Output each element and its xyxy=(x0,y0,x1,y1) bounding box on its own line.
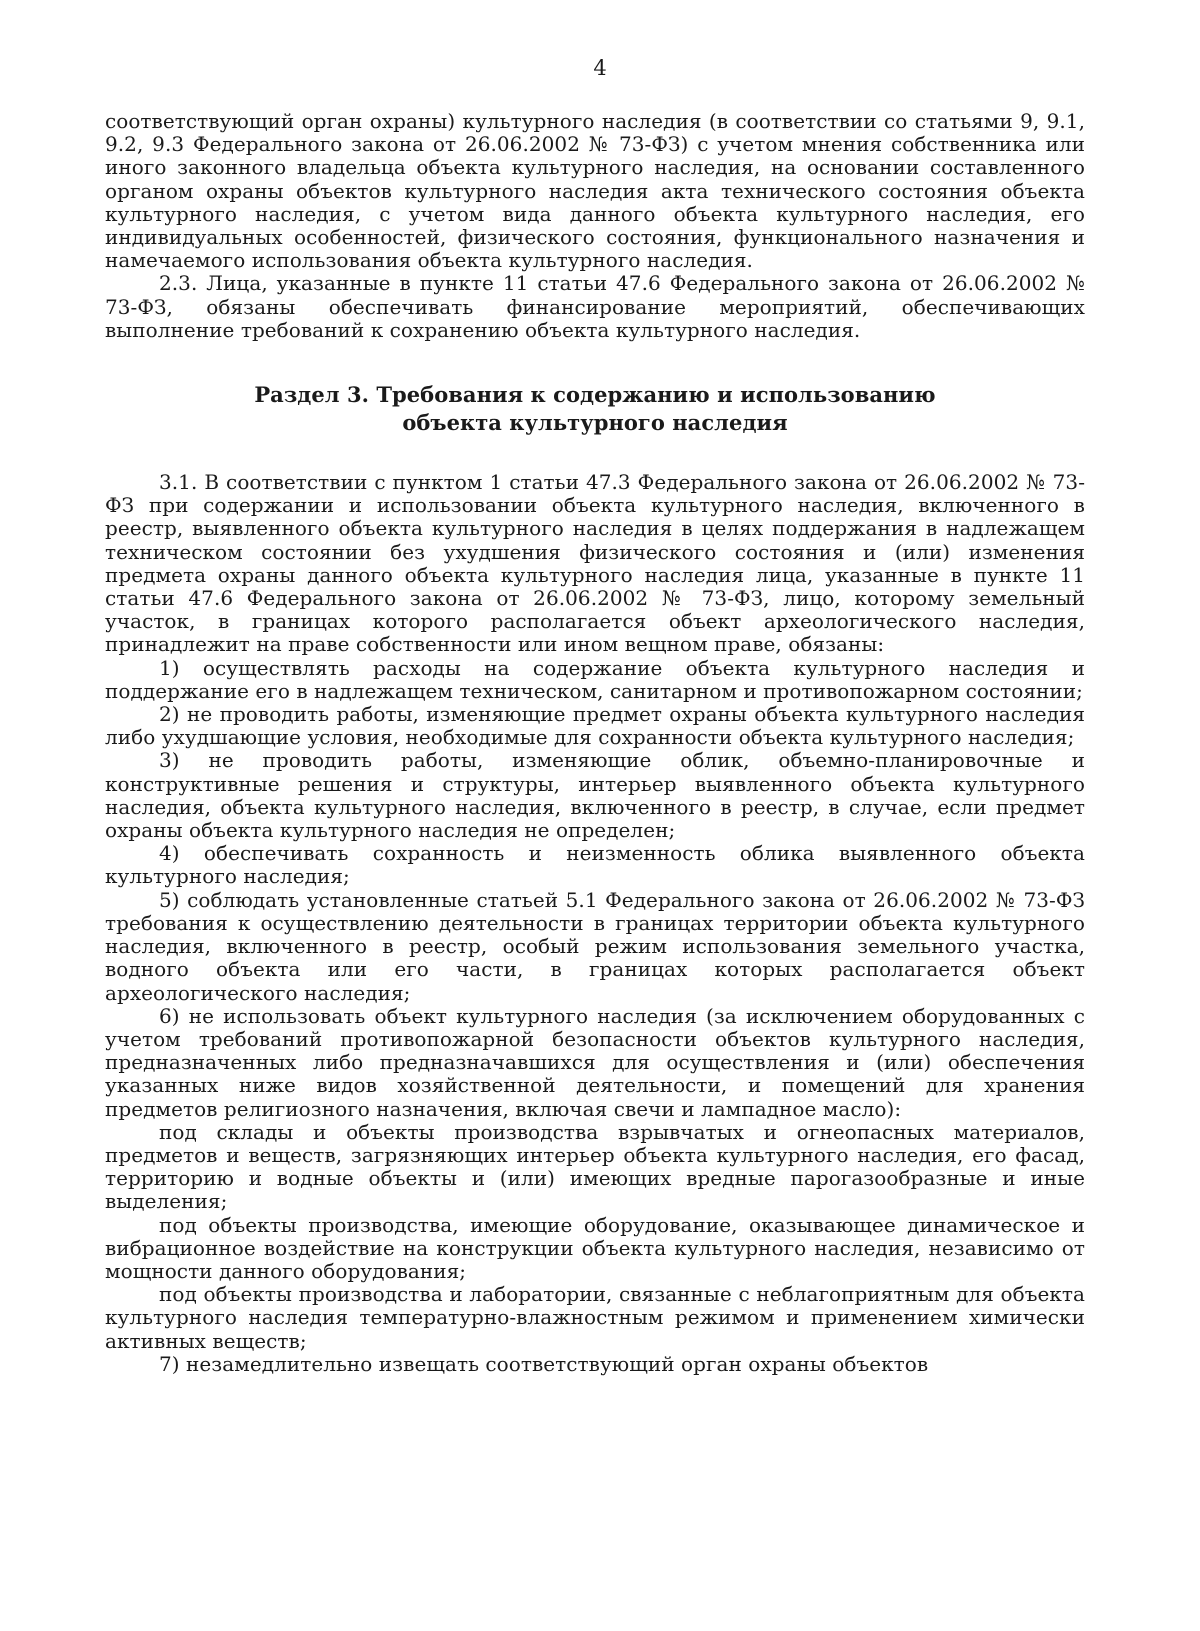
paragraph-continuation: соответствующий орган охраны) культурного наследия (в соответствии со статьями 9, 9.1, 9.2, 9.3 Федерального закона от 26.06.2002 № 73-ФЗ) с учетом мнения собственника или иного законного владельца объекта культурного наследия, на основании составленного органом охраны объектов культурного наследия акта технического состояния объекта культурного наследия, с учетом вида данного объекта культурного наследия, его индивидуальных особенностей, физического состояния, функционального назначения и намечаемого использования объекта культурного наследия. xyxy=(105,109,1085,273)
list-item-3: 3) не проводить работы, изменяющие облик, объемно-планировочные и конструктивные решения и структуры, интерьер выявленного объекта культурного наследия, объекта культурного наследия, включенного в реестр, в случае, если предмет охраны объекта культурного наследия не определен; xyxy=(105,748,1085,843)
list-item-1: 1) осуществлять расходы на содержание объекта культурного наследия и поддержание его в надлежащем техническом, санитарном и противопожарном состоянии; xyxy=(105,655,1085,703)
section-heading-line-1: Раздел 3. Требования к содержанию и использованию xyxy=(254,382,936,408)
document-body xyxy=(105,110,1085,1376)
list-item-7: 7) незамедлительно извещать соответствующий орган охраны объектов xyxy=(159,1351,929,1376)
section-heading-line-2: объекта культурного наследия xyxy=(402,410,788,436)
list-item-4: 4) обеспечивать сохранность и неизменность облика выявленного объекта культурного наследия; xyxy=(105,841,1085,889)
page-number: 4 xyxy=(593,56,607,80)
list-item-5: 5) соблюдать установленные статьей 5.1 Федерального закона от 26.06.2002 № 73-ФЗ требования к осуществлению деятельности в границах территории объекта культурного наследия, включенного в реестр, особый режим использования земельного участка, водного объекта или его части, в границах которых располагается объект археологического наследия; xyxy=(105,887,1085,1005)
sub-item-laboratories: под объекты производства и лаборатории, связанные с неблагоприятным для объекта культурного наследия температурно-влажностным режимом и применением химически активных веществ; xyxy=(105,1282,1085,1353)
paragraph-3-1: 3.1. В соответствии с пунктом 1 статьи 47.3 Федерального закона от 26.06.2002 № 73-ФЗ при содержании и использовании объекта культурного наследия, включенного в реестр, выявленного объекта культурного наследия в целях поддержания в надлежащем техническом состоянии без ухудшения физического состояния и (или) изменения предмета охраны данного объекта культурного наследия лица, указанные в пункте 11 статьи 47.6 Федерального закона от 26.06.2002 № 73-ФЗ, лицо, которому земельный участок, в границах которого располагается объект археологического наследия, принадлежит на праве собственности или ином вещном праве, обязаны: xyxy=(105,470,1085,657)
sub-item-vibration: под объекты производства, имеющие оборудование, оказывающее динамическое и вибрационное воздействие на конструкции объекта культурного наследия, независимо от мощности данного оборудования; xyxy=(105,1212,1085,1283)
section-heading xyxy=(105,381,1085,437)
list-item-2: 2) не проводить работы, изменяющие предмет охраны объекта культурного наследия либо ухудшающие условия, необходимые для сохранности объекта культурного наследия; xyxy=(105,702,1085,750)
paragraph-2-3: 2.3. Лица, указанные в пункте 11 статьи 47.6 Федерального закона от 26.06.2002 № 73-ФЗ, обязаны обеспечивать финансирование мероприятий, обеспечивающих выполнение требований к сохранению объекта культурного наследия. xyxy=(105,271,1085,342)
sub-item-warehouses: под склады и объекты производства взрывчатых и огнеопасных материалов, предметов и веществ, загрязняющих интерьер объекта культурного наследия, его фасад, территорию и водные объекты и (или) имеющих вредные парогазообразные и иные выделения; xyxy=(105,1119,1085,1214)
list-item-6: 6) не использовать объект культурного наследия (за исключением оборудованных с учетом требований противопожарной безопасности объектов культурного наследия, предназначенных либо предназначавшихся для осуществления и (или) обеспечения указанных ниже видов хозяйственной деятельности, и помещений для хранения предметов религиозного назначения, включая свечи и лампадное масло): xyxy=(105,1003,1085,1121)
